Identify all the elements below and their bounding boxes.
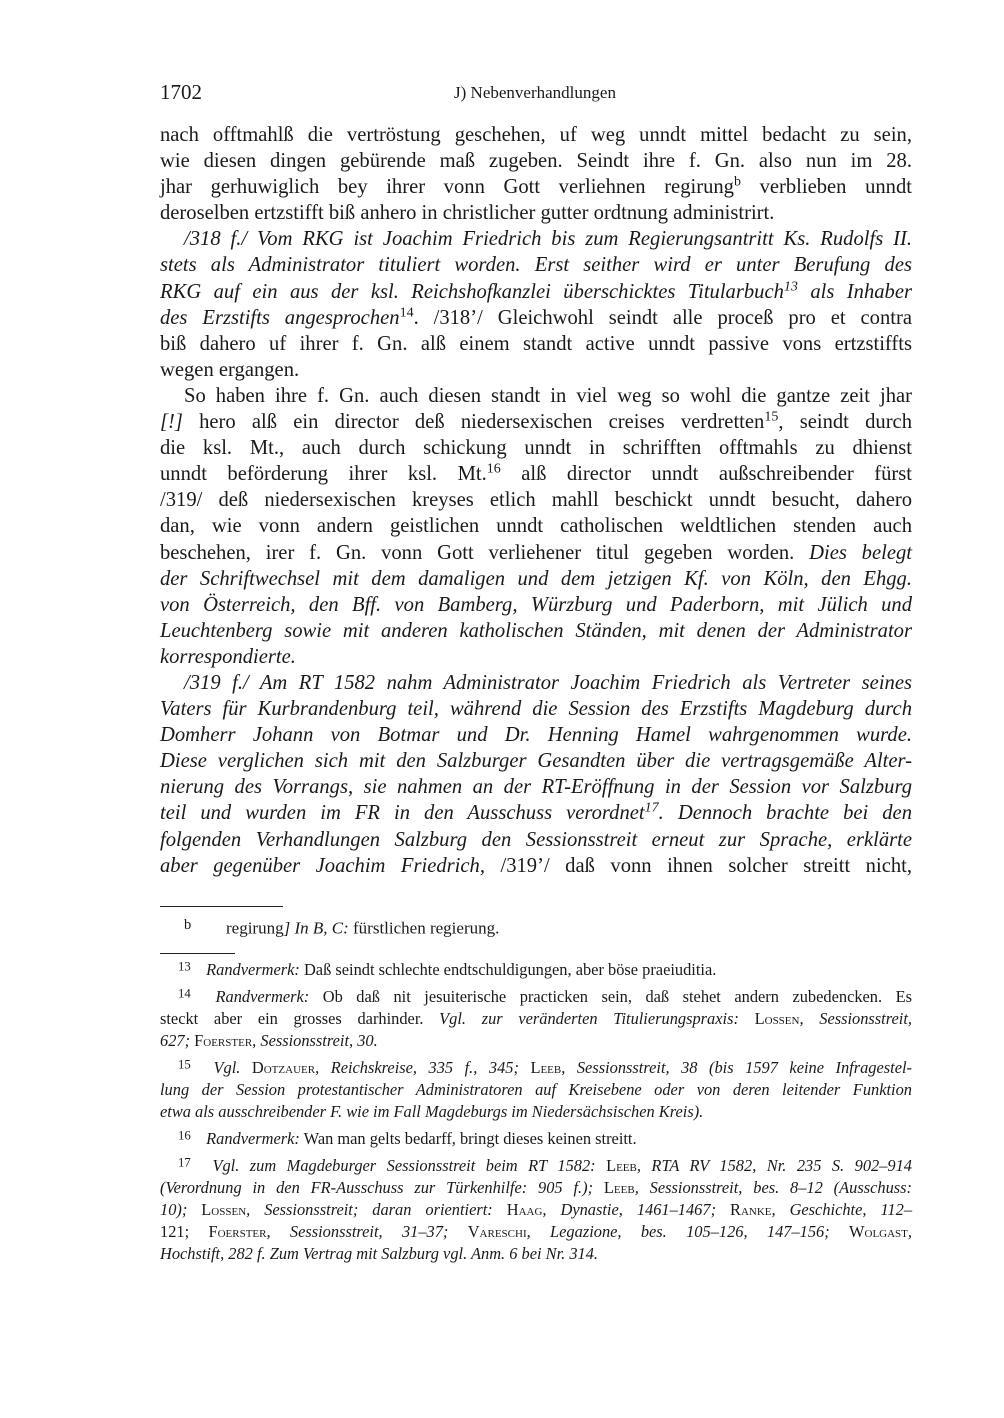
text-line: jhar gerhuwiglich bey ihrer vonn Gott verliehnen regirung$^b$ verblieben unndt bbox=[160, 174, 912, 199]
footnote-15: $^{15}$ Vgl. Dotzauer, Reichskreise, 335 f., 345; Leeb, Sessionsstreit, 38 (bis 1597 keine Infragestel- lung der Session protestantischer Administratoren auf Kreisebene oder von deren leitender Funktion etwa als ausschreibender F. wie im Fall Magdeburgs im Niedersächsischen Kreis). bbox=[160, 1057, 912, 1121]
text-line: Vaters für Kurbrandenburg teil, während die Session des Erzstifts Magdeburg durch bbox=[160, 698, 912, 721]
footnote-ref: 16 bbox=[486, 461, 501, 477]
footnote-separator bbox=[160, 953, 235, 954]
footnote-ref: 14 bbox=[399, 305, 414, 321]
text-line: [!] hero alß ein director deß niedersexischen creises verdretten$^{15}$, seindt durch bbox=[160, 409, 912, 434]
text-line: wegen ergangen. bbox=[160, 358, 300, 381]
text-line: RKG auf ein aus der ksl. Reichshofkanzlei überschicktes Titularbuch$^{13}$ als Inhaber bbox=[160, 279, 912, 303]
text-line: So haben ihre f. Gn. auch diesen standt in viel weg so wohl die gantze zeit jhar bbox=[184, 384, 912, 407]
footnote-ref: 17 bbox=[644, 801, 659, 817]
text-line: korrespondierte. bbox=[160, 645, 296, 668]
text-line: folgenden Verhandlungen Salzburg den Sessionsstreit erneut zur Sprache, erklärte bbox=[160, 828, 912, 851]
text-line: /319/ deß niedersexischen kreyses etlich mahll beschickt unndt besucht, dahero bbox=[160, 489, 912, 512]
text-line: der Schriftwechsel mit dem damaligen und dem jetzigen Kf. von Köln, den Ehgg. bbox=[160, 567, 912, 590]
footnote-ref: 15 bbox=[764, 409, 779, 425]
page-number: 1702 bbox=[160, 80, 202, 104]
footnotes bbox=[160, 959, 912, 1270]
text-line: Leuchtenberg sowie mit anderen katholischen Ständen, mit denen der Administrator bbox=[160, 619, 912, 642]
footnote-ref: 13 bbox=[783, 279, 798, 295]
footnote-17: $^{17}$ Vgl. zum Magdeburger Sessionsstreit beim RT 1582: Leeb, RTA RV 1582, Nr. 235 S. 902–914 (Verordnung in den FR-Ausschuss zur Türkenhilfe: 905 f.); Leeb, Sessionsstreit, bes. 8–12 (Ausschuss: 10); Lossen, Sessionsstreit; daran orientiert: Haag, Dynastie, 1461–1467; Ranke, Geschichte, 112– 121; Foerster, Sessionsstreit, 31–37; Vareschi, Legazione, bes. 105–126, 147–156; Wolgast, Hochstift, 282 f. Zum Vertrag mit Salzburg vgl. Anm. 6 bei Nr. 314. bbox=[160, 1155, 913, 1263]
text-line: die ksl. Mt., auch durch schickung unndt in schrifften offtmahls zu dhienst bbox=[160, 437, 912, 460]
text-line: aber gegenüber Joachim Friedrich, /319’/ daß vonn ihnen solcher streitt nicht, bbox=[160, 854, 912, 877]
text-line: /319 f./ Am RT 1582 nahm Administrator Joachim Friedrich als Vertreter seines bbox=[184, 671, 912, 694]
footnote-separator bbox=[160, 906, 283, 907]
text-line: nierung des Vorrangs, sie nahmen an der RT-Eröffnung in der Session vor Salzburg bbox=[160, 776, 912, 799]
text-line: deroselben ertzstifft biß anhero in christlicher gutter ordtnung administrirt. bbox=[160, 202, 775, 225]
text-line: wie diesen dingen gebürende maß zugeben. Seindt ihre f. Gn. also nun im 28. bbox=[160, 150, 912, 173]
text-line: /318 f./ Vom RKG ist Joachim Friedrich bis zum Regierungsantritt Ks. Rudolfs II. bbox=[184, 228, 912, 251]
footnote-13: $^{13}$ Randvermerk: Daß seindt schlechte endtschuldigungen, aber böse praeiuditia. bbox=[178, 959, 717, 979]
text-line: Domherr Johann von Botmar und Dr. Henning Hamel wahrgenommen wurde. bbox=[160, 724, 912, 747]
variant-apparatus-note: b regirung] In B, C: fürstlichen regierung. bbox=[160, 914, 912, 939]
main-text bbox=[160, 122, 912, 879]
running-head: J) Nebenverhandlungen bbox=[454, 83, 616, 102]
text-line: stets als Administrator tituliert worden. Erst seither wird er unter Berufung des bbox=[160, 254, 912, 277]
footnote-16: $^{16}$ Randvermerk: Wan man gelts bedarff, bringt dieses keinen streitt. bbox=[178, 1128, 637, 1148]
text-line: beschehen, irer f. Gn. vonn Gott verliehener titul gegeben worden. Dies belegt bbox=[160, 541, 912, 564]
text-line: teil und wurden im FR in den Ausschuss verordnet$^{17}$. Dennoch brachte bei den bbox=[160, 801, 912, 825]
text-line: dan, wie vonn andern geistlichen unndt catholischen weldtlichen stenden auch bbox=[160, 515, 912, 538]
page-header bbox=[160, 80, 910, 106]
text-line: nach offtmahlß die vertröstung geschehen, uf weg unndt mittel bedacht zu sein, bbox=[160, 124, 912, 146]
footnote-14: $^{14}$ Randvermerk: Ob daß nit jesuiterische practicken sein, daß stehet andern zubedencken. Es steckt aber ein grosses darhinder. Vgl. zur veränderten Titulierungspraxis: Lossen, Sessionsstreit, 627; Foerster, Sessionsstreit, 30. bbox=[160, 986, 912, 1050]
variant-marker: b bbox=[184, 917, 192, 933]
text-line: von Österreich, den Bff. von Bamberg, Würzburg und Paderborn, mit Jülich und bbox=[160, 593, 912, 616]
text-line: des Erzstifts angesprochen$^{14}$. /318’/ Gleichwohl seindt alle proceß pro et contra bbox=[160, 305, 912, 329]
text-line: Diese verglichen sich mit den Salzburger Gesandten über die vertragsgemäße Alter- bbox=[160, 750, 912, 773]
variant-marker: b bbox=[733, 174, 741, 190]
text-line: biß dahero uf ihrer f. Gn. alß einem standt active unndt passive vons ertzstiffts bbox=[160, 332, 912, 355]
text-line: unndt beförderung ihrer ksl. Mt.$^{16}$ alß director unndt außschreibender fürst bbox=[160, 461, 912, 486]
